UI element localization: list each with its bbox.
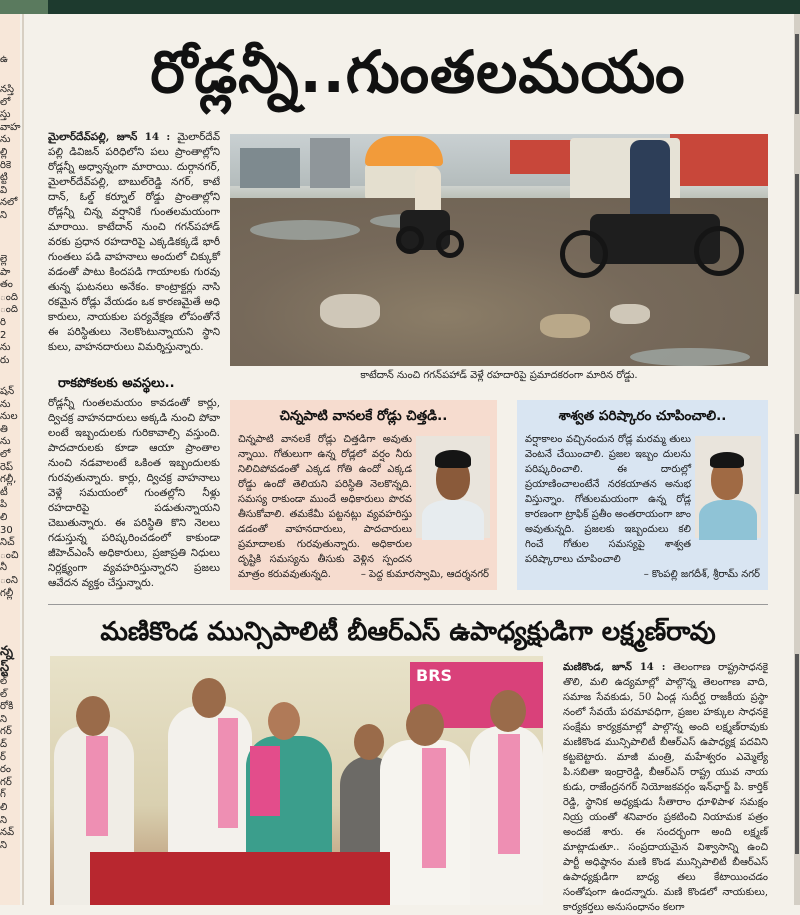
road-photo [230,134,768,366]
section-body: రోడ్లన్నీ గుంతలమయం కావడంతో కార్లు, ద్విచక్ర వాహనదారులు అక్కడి నుంచి పోవా లంటే ఇబ్బందులకు గురికావాల్సి వస్తుంది. పాదచారులకు కూడా ఆయా ప్రాంతాల నుంచి నడవాలంటే ఒకింత ఇబ్బందులకు గురవుతున్నారు. కార్లు, ద్విచక్ర వాహనాలు వెళ్లే సమయంలో గుంతల్లోని నీళ్లు రహదారిపై పడుతున్నాయని చెబుతున్నారు. ఈ పరిస్థితి కొని నెలలు గడుస్తున్న పరిష్కరించడంలో కాకుండా జీహెచ్ఎంసీ అధికారులు, ప్రజాప్రతి నిధులు నిర్లక్ష్యంగా వ్యవహరిస్తున్నారని ప్రజలు ఆవేదన వ్యక్తం చేస్తున్నారు. [48,397,220,589]
quote-body-2: వర్షాకాలం వచ్చినందున రోడ్ల మరమ్మ తులు వెంటనే చేయించాలి. ప్రజల ఇబ్బం దులను పరిష్కరించాలి. ఈ దారుల్లో ప్రయాణించాలంటేనే నరకయాతన అనుభ విస్తున్నాం. గోతులమయంగా ఉన్న రోడ్ల కారణంగా ట్రాఫిక్ ప్రతీం అంతరాయంగా జాం అవుతున్నది. ప్రజలకు ఇబ్బందులు కలి గించే గోతుల సమస్యపై శాశ్వత పరిష్కారాలు చూపించాలి [525,434,691,565]
article2-body [563,660,768,915]
quote-box-1 [230,400,497,590]
main-headline: రోడ్లన్నీ..గుంతలమయం [150,38,686,106]
intro-paragraph [48,130,220,355]
adjacent-page-strip [0,14,20,905]
dateline-2: మణికొండ, జూన్ 14 : [563,662,666,673]
event-photo [50,656,543,905]
intro-body: మైలార్‌దేవ్ పల్లి డివిజన్ పరిధిలోని పలు ప్రాంతాల్లోని రోడ్లన్నీ అధ్వాన్నంగా మారాయి. దుర్గానగర్, మైలార్‌దేవ్‌పల్లి, బాబుల్‌రెడ్డి నగర్, కాటే దాన్, ఓల్డ్ కర్నూల్ రోడ్డు ప్రాంతాల్లోని రోడ్లన్నీ చిన్న వర్షానికే గుంతలమయంగా మారాయి. కాటేదాన్ నుంచి గగన్‌పహాడ్ వరకు ప్రధాన రహదారిపై ఎక్కడికక్కడే భారీ గుంతలు పడి వాహనాలు అందులో చిక్కుకో వడంతో పాటు కిందపడి గాయాలకు గురవు తున్న ఘటనలు అనేకం. కాంట్రాక్టర్లు నాసి రకమైన రోడ్లు వేయడం ఒక కారణమైతే అధి కారులు, నాయకుల పర్యవేక్షణ లోపంతోనే ఈ పరిస్థితులు నెలకొంటున్నాయని స్థాని కులు, వాహనదారులు విమర్శిస్తున్నారు. [48,131,220,353]
portrait-photo-1 [416,436,490,538]
section-subhead: రాకపోకలకు అవస్థలు.. [58,376,175,391]
right-page-edge [794,14,800,905]
dateline: మైలార్‌దేవ్‌పల్లి, జూన్ 14 : [48,131,171,143]
quote-signature-2: – కొంపల్లి జగదీశ్, శ్రీరామ్ నగర్ [643,569,760,580]
quote-title-2: శాశ్వత పరిష్కారం చూపించాలి.. [558,408,727,424]
second-headline: మణికొండ మున్సిపాలిటీ బీఆర్‌ఎస్ ఉపాధ్యక్షుడిగా లక్ష్మణ్‌రావు [100,617,716,647]
quote-box-2 [517,400,768,590]
newspaper-page [30,14,792,913]
left-fragment-3: షన్ ను నుల తి ను లో రెప్ గల్లీ, టీ పి లి 30 నిచ్ ంచి నీ ంని గల్లీ [0,386,19,599]
left-fragment-2: ల్లె పా తం ంది ంది రి 2 ను రు [0,254,18,366]
portrait-photo-2 [695,436,761,538]
column-gutter [22,14,24,905]
top-color-bar [0,0,800,14]
banner-text: BRS [416,666,453,685]
left-fragment-bottom: న్న స్ట్ ల్ ల్ రోకి ని గర్ ద్ ర్ రం గర్ గ్ లి ని నవ్ ని [0,644,15,851]
top-dark-band [48,0,800,14]
section-divider [48,604,768,605]
quote-title-1: చిన్నపాటి వానలకే రోడ్లు చిత్తడి.. [279,408,448,424]
article2-text: తెలంగాణ రాష్ట్రసాధనకై తొలి, మలి ఉద్యమాల్లో పాల్గొన్న తెలంగాణ వాది, సమాజ సేవకుడు, 50 ఏండ్ల సుదీర్ఘ రాజకీయ ప్రస్థా నంలో సేవయే పరమావధిగా, ప్రజల హక్కుల సాధనకై సంక్షేమ కార్యక్రమాల్లో పాల్గొన్న అంది లక్ష్మణ్‌రావుకు మణికొండ మున్సిపాలిటీ బీఆర్‌ఎస్ ఉపాధ్యక్ష పదవిని కట్టబెట్టారు. మాజీ మంత్రి, మహేశ్వరం ఎమ్మెల్యే పి.సబితా ఇంద్రారెడ్డి, బీఆర్‌ఎస్ రాష్ట్ర యువ నాయ కుడు, రాజేంద్రనగర్ నియోజకవర్గం ఇన్‌ఛార్జ్ పి. కార్తిక్ రెడ్డి, స్థానిక అధ్యక్షుడు సీతారాం ధూళిపాళ సమక్షం నియ్ర యంతో శనివారం ప్రకటించి నియామక పత్రం అందజే శారు. ఈ సందర్భంగా అంది లక్ష్మణ్ మాట్లాడుతూ.. సంప్రదాయమైన విశ్వాసాన్ని ఉంచి పార్టీ అధిష్ఠానం మణి కొండ మున్సిపాలిటీ బీఆర్‌ఎస్ ఉపాధ్యక్షుడిగా బాధ్య తలు కేటాయించడం సంతోషంగా ఉందన్నారు. మణి కొండలో నాయకులు, కార్యకర్తలు అనుసంధానం కలగా [563,662,768,913]
photo-caption: కాటేదాన్ నుంచి గగన్‌పహాడ్ వెళ్లే రహదారిపై ప్రమాదకరంగా మారిన రోడ్డు. [360,370,638,381]
left-fragment-0: ఉ [0,54,8,65]
quote-body-1: చిన్నపాటి వానలకే రోడ్లు చిత్తడిగా అవుతు న్నాయి. గోతులుగా ఉన్న రోడ్లలో వర్షం నీరు నిలిచిపోవడంతో ఎక్కడ గోతి ఉందో ఎక్కడ రోడ్డు ఉందో తెలియని పరిస్థితి నెలకొన్నది. సమస్య రాకుండా ముందే అధికారులు పొరవ తీసుకోవాలి. తమకేమీ పట్టనట్లు వ్యవహరిస్తు డడంతో వాహనదారులు, పాదచారులు ప్రమాదాలకు గురవుతున్నారు. అధికారుల దృష్టికి సమస్యను తీసుకు వెళ్లిన స్పందన మాత్రం కరువవుతున్నది. [238,434,412,580]
quote-signature-1: – పెద్ద కుమారస్వామి, ఆదర్శనగర్ [360,569,489,580]
left-fragment-1: నస్తి లో స్తు వాహ ను ల్లి రికె ట్టి వి నలో ని [0,84,21,221]
